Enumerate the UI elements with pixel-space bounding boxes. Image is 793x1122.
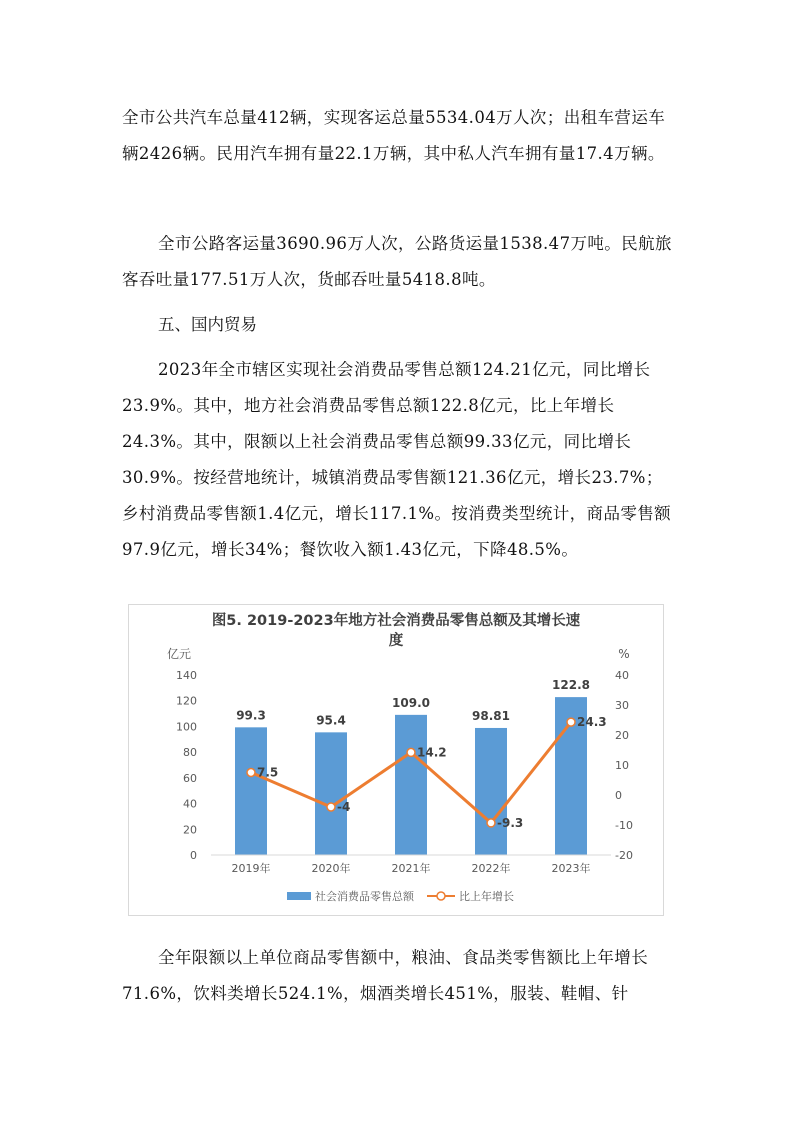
bar-value-label: 95.4 <box>316 713 346 728</box>
legend-swatch-marker <box>437 892 445 900</box>
growth-value-label: -4 <box>337 800 351 814</box>
right-tick-label: -10 <box>615 819 633 832</box>
bar-value-label: 98.81 <box>472 708 510 723</box>
right-tick-label: 0 <box>615 789 622 802</box>
left-tick-label: 80 <box>183 746 197 760</box>
bar-value-label: 109.0 <box>392 695 430 710</box>
left-tick-label: 100 <box>176 720 197 734</box>
growth-value-label: 24.3 <box>577 715 607 730</box>
growth-point-1 <box>327 803 335 811</box>
right-tick-label: 10 <box>615 759 629 772</box>
chart-legend <box>287 889 514 903</box>
left-tick-label: 120 <box>176 694 197 708</box>
left-axis-unit: 亿元 <box>166 647 192 661</box>
x-tick-label: 2021年 <box>391 862 431 875</box>
x-tick-label: 2020年 <box>311 862 351 875</box>
bar-3 <box>475 728 507 855</box>
bar-value-label: 122.8 <box>552 678 590 693</box>
growth-point-3 <box>487 819 495 827</box>
x-tick-label: 2023年 <box>551 862 591 875</box>
paragraph-transport: 全市公共汽车总量412辆，实现客运总量5534.04万人次；出租车营运车辆2426辆。民用汽车拥有量22.1万辆，其中私人汽车拥有量17.4万辆。 <box>122 108 666 163</box>
left-tick-label: 40 <box>183 797 197 811</box>
left-tick-label: 140 <box>176 669 197 682</box>
x-tick-label: 2022年 <box>471 862 511 875</box>
growth-value-label: 7.5 <box>257 765 279 780</box>
left-tick-label: 0 <box>190 849 197 862</box>
bar-1 <box>315 732 347 855</box>
legend-label-line: 比上年增长 <box>459 890 514 903</box>
growth-point-0 <box>247 769 255 777</box>
x-tick-label: 2019年 <box>231 862 271 875</box>
chart-svg <box>129 605 663 915</box>
chart-title-line1: 图5. 2019-2023年地方社会消费品零售总额及其增长速 <box>211 613 581 629</box>
chart-title-line2: 度 <box>388 633 404 649</box>
retail-sales-chart <box>128 604 664 916</box>
legend-label-bar: 社会消费品零售总额 <box>315 890 414 903</box>
left-tick-label: 20 <box>183 823 197 837</box>
bar-0 <box>235 727 267 855</box>
paragraph-retail-sales: 2023年全市辖区实现社会消费品零售总额124.21亿元，同比增长23.9%。其中，地方社会消费品零售总额122.8亿元，比上年增长24.3%。其中，限额以上社会消费品零售总额99.33亿元，同比增长30.9%。按经营地统计，城镇消费品零售额121.36亿元，增长23.7%；乡村消费品零售额1.4亿元，增长117.1%。按消费类型统计，商品零售额97.9亿元，增长34%；餐饮收入额1.43亿元，下降48.5%。 <box>122 360 672 559</box>
growth-point-4 <box>567 718 575 726</box>
bar-2 <box>395 715 427 855</box>
legend-swatch-bar <box>287 892 311 900</box>
right-tick-label: 30 <box>615 699 629 712</box>
growth-value-label: -9.3 <box>497 815 524 830</box>
growth-point-2 <box>407 748 415 756</box>
right-tick-label: 20 <box>615 729 629 742</box>
left-tick-label: 60 <box>183 771 197 785</box>
growth-value-label: 14.2 <box>417 745 447 760</box>
right-tick-label: 40 <box>615 669 629 682</box>
right-tick-label: -20 <box>615 849 633 862</box>
paragraph-road-air: 全市公路客运量3690.96万人次，公路货运量1538.47万吨。民航旅客吞吐量177.51万人次，货邮吞吐量5418.8吨。 <box>122 234 672 289</box>
section-heading-domestic-trade: 五、国内贸易 <box>158 315 257 334</box>
bar-value-label: 99.3 <box>236 708 266 723</box>
right-axis-unit: % <box>618 647 630 661</box>
paragraph-category-sales: 全年限额以上单位商品零售额中，粮油、食品类零售额比上年增长71.6%，饮料类增长524.1%，烟酒类增长451%，服装、鞋帽、针 <box>122 948 649 1003</box>
